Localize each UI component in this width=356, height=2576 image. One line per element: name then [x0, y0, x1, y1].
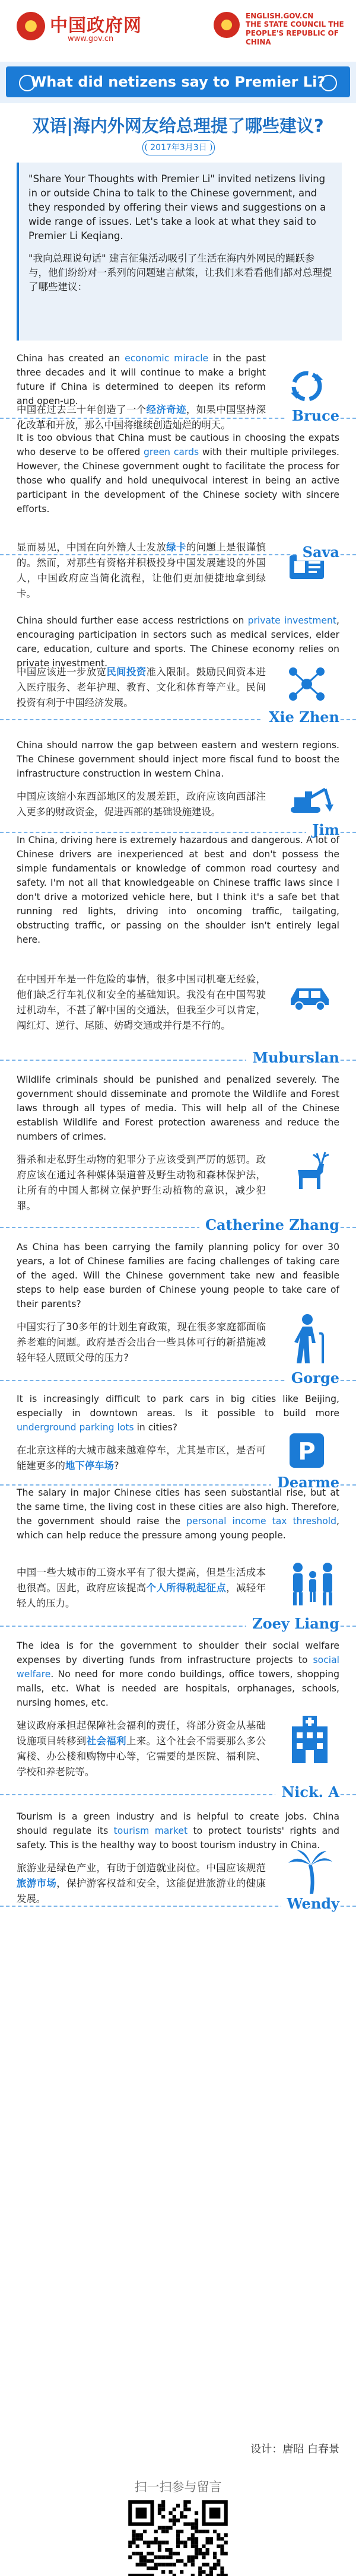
- author-name: Xie Zhen: [263, 708, 339, 726]
- suggestion-en: [17, 613, 339, 670]
- suggestion-en-highlight: social welfare: [17, 1655, 339, 1680]
- suggestion-en-text: in the past three decades and it will continue to make a bright future if China is determined to deepen its reform and open-up.: [17, 353, 266, 406]
- site-name-cn: 中国政府网: [50, 15, 142, 36]
- suggestion-en-highlight: tourism market: [113, 1826, 188, 1836]
- deer-icon: [286, 1146, 333, 1196]
- suggestion-cn: [17, 1565, 266, 1611]
- suggestion-cn-text: 在北京这样的大城市越来越难停车，尤其是市区，是否可能建更多的: [17, 1445, 266, 1471]
- suggestion-cn-text: 上来。这个社会不需要那么多公寓楼、办公楼和购物中心等，它需要的是医院、福利院、学校和养老院等。: [17, 1735, 266, 1777]
- suggestion-en-highlight: economic miracle: [125, 353, 209, 364]
- cn-title: 双语|海内外网友给总理提了哪些建议?: [32, 116, 324, 136]
- qr-caption: 扫一扫参与留言: [134, 2480, 222, 2494]
- suggestion-en-highlight: underground parking lots: [17, 1422, 134, 1433]
- family-icon: [286, 1559, 339, 1609]
- intro-cn: "我向总理说句话" 建言征集活动吸引了生活在海内外网民的踊跃参与，他们纷纷对一系列的问题建言献策，让我们来看看他们都对总理提了哪些建议：: [28, 253, 332, 292]
- suggestion-cn-highlight: 旅游市场: [17, 1878, 57, 1889]
- suggestion-cn-text: ，如果中国坚持深化改革和开放，那么中国将继续创造灿烂的明天。: [17, 404, 266, 431]
- suggestion-cn-text: 旅游业是绿色产业，有助于创造就业岗位。中国应该规范: [17, 1862, 266, 1874]
- site-header: [0, 0, 356, 57]
- suggestion-cn-highlight: 地下停车场: [65, 1460, 114, 1471]
- suggestion-cn-text: 在中国开车是一件危险的事情，很多中国司机毫无经验，他们缺乏行车礼仪和安全的基础知识。我没有在中国驾驶过机动车，不甚了解中国的交通法，但我至少可以肯定，闯红灯、逆行、尾随、妨碍交通或并行是不行的。: [17, 974, 266, 1031]
- elderly-icon: [286, 1312, 333, 1368]
- qr-code[interactable]: [125, 2497, 231, 2576]
- intro-box: [17, 163, 342, 341]
- suggestion-cn-text: ?: [113, 1460, 119, 1471]
- suggestion-en-text: with their multiple privileges. However, the Chinese government ought to facilitate the process for those who qualify and hold unequivocal interest in being an active participant in the development of the Chinese society with sincere efforts.: [17, 447, 339, 514]
- suggestion-en: [17, 351, 266, 408]
- suggestion-en-highlight: private investment: [247, 615, 337, 626]
- suggestion-cn-text: 中国应该缩小东西部地区的发展差距，政府应该向西部注入更多的财政资金，促进西部的基础设施建设。: [17, 791, 266, 818]
- suggestion-en-text: It is too obvious that China must be cautious in choosing the expats who deserve to be offered: [17, 432, 339, 457]
- suggestion-cn-text: 中国实行了30多年的计划生育政策，现在很多家庭都面临养老难的问题。政府是否会出台一些具体可行的新措施减轻年轻人照顾父母的压力?: [17, 1321, 266, 1363]
- parking-icon: [286, 1430, 328, 1474]
- author-name: Nick. A: [275, 1783, 339, 1801]
- author-name: Jim: [306, 821, 339, 838]
- suggestion-en-text: The salary in major Chinese cities has seen substantial rise, but at the same time, the living cost in these cities are also high. Therefore, the government should raise the: [17, 1487, 339, 1526]
- suggestion-cn: [17, 972, 266, 1033]
- suggestion-en-text: . No need for more condo buildings, office towers, shopping malls, etc. What is needed are hospitals, orphanages, schools, nursing homes, etc.: [17, 1669, 339, 1708]
- date-badge: ( 2017年3月3日 ): [142, 140, 215, 155]
- title-banner: [0, 62, 356, 103]
- suggestion-cn-text: 中国在过去三十年创造了一个: [17, 404, 147, 415]
- suggestion-cn-highlight: 民间投资: [106, 666, 147, 678]
- national-emblem-icon: [214, 12, 240, 38]
- national-emblem-icon: [17, 12, 45, 40]
- suggestion-cn-text: 建议政府承担起保障社会福利的责任，将部分资金从基础设施项目转移到: [17, 1720, 266, 1747]
- gov-cn-logo[interactable]: [17, 9, 142, 45]
- suggestion-cn-text: 的问题上是很谨慎的。然而，对那些有资格并积极投身中国发展建设的外国人，中国政府应当简化流程，让他们更加便捷地拿到绿卡。: [17, 542, 266, 599]
- car-icon: [286, 978, 333, 1016]
- intro-en: "Share Your Thoughts with Premier Li" invited netizens living in or outside China to talk to the Chinese government, and they responded by offering their views and suggestions on a wide range of issues. Let's take a look at what they said to Premier Li Keqiang.: [28, 173, 326, 241]
- suggestion-en: [17, 1486, 339, 1543]
- suggestion-en-text: The idea is for the government to shoulder their social welfare expenses by diverting funds from infrastructure projects to: [17, 1640, 339, 1665]
- english-site-logo[interactable]: [214, 12, 350, 47]
- english-site-url: ENGLISH.GOV.CN: [246, 12, 314, 20]
- suggestion-en: [17, 738, 339, 781]
- suggestion-en: [17, 1073, 339, 1144]
- suggestion-en-highlight: green cards: [144, 447, 199, 457]
- suggestion-en-text: China should narrow the gap between eastern and western regions. The Chinese government should inject more fiscal fund to boost the infrastructure construction in western China.: [17, 740, 339, 779]
- suggestion-cn-highlight: 经济奇迹: [146, 404, 186, 415]
- suggestion-en-text: , encouraging participation in sectors such as medical services, elder care, education, culture and sports. The Chinese economy relies on private investment.: [17, 615, 339, 669]
- qr-code-graphic: [125, 2497, 231, 2576]
- suggestion-cn: [17, 1718, 266, 1780]
- banner-box: [6, 66, 350, 97]
- suggestion-en-text: In China, driving here is extremely hazardous and dangerous. A lot of Chinese drivers are inexperienced at best and don't possess the simple fundamentals or knowledge of common road courtesy and safety. I'm not all that knowledgeable on Chinese traffic laws since I don't drive a motorized vehicle here, but I think it's a safe bet that running red lights, driving into oncoming traffic, tailgating, obstructing traffic, or passing on the shoulder isn't entirely legal here.: [17, 835, 339, 945]
- author-name: Muburslan: [246, 1049, 339, 1066]
- network-icon: [286, 663, 328, 707]
- author-name: Zoey Liang: [246, 1615, 339, 1632]
- author-name: Gorge: [285, 1369, 339, 1386]
- suggestion-cn-highlight: 个人所得税起征点: [146, 1582, 227, 1594]
- suggestion-en: [17, 1809, 339, 1852]
- suggestion-en-text: Wildlife criminals should be punished and penalized severely. The government should disseminate and promote the Wildlife and Forest laws through all types of media. This will help all of the Chinese establish Wildlife and Forest protection awareness and reduce the numbers of crimes.: [17, 1074, 339, 1142]
- suggestion-en: [17, 833, 339, 947]
- suggestion-cn-text: ，保护游客权益和安全，这能促进旅游业的健康发展。: [17, 1878, 266, 1904]
- svg-text:P: P: [298, 1438, 316, 1465]
- suggestion-en: [17, 1639, 339, 1710]
- hospital-icon: [286, 1712, 333, 1768]
- recycle-icon: [286, 365, 328, 409]
- author-name: Bruce: [286, 407, 339, 424]
- suggestion-en: [17, 1240, 339, 1311]
- english-site-name: THE STATE COUNCIL THE PEOPLE'S REPUBLIC OF CHINA: [246, 20, 344, 46]
- suggestion-cn: [17, 1861, 266, 1907]
- question-icon: [320, 75, 337, 91]
- suggestion-cn-text: 显而易见，中国在向外籍人士发放: [17, 542, 167, 553]
- banner-title: What did netizens say to Premier Li?: [30, 74, 326, 90]
- suggestion-cn: [17, 1152, 266, 1214]
- suggestion-cn-highlight: 绿卡: [166, 542, 186, 553]
- suggestion-cn: [17, 664, 266, 711]
- suggestion-cn-text: 中国应该进一步放宽: [17, 666, 107, 678]
- suggestion-cn-text: ，减轻年轻人的压力。: [17, 1582, 266, 1609]
- suggestion-en-text: As China has been carrying the family planning policy for over 30 years, a lot of Chinese families are facing challenges of taking care of the aged. Will the Chinese government take new and feasible steps to help ease burden of Chinese young people to take care of their parents?: [17, 1242, 339, 1309]
- suggestion-cn: [17, 789, 266, 820]
- suggestion-en-text: , which can help reduce the pressure among young people.: [17, 1516, 339, 1541]
- suggestion-cn-text: 准入限制。鼓励民间资本进入医疗服务、老年护理、教育、文化和体育等产业。民间投资有利于中国经济发展。: [17, 666, 266, 708]
- suggestion-en-text: in cities?: [134, 1422, 178, 1433]
- designer-credit: 设计：唐昭 白春景: [250, 2443, 339, 2456]
- suggestion-en-highlight: personal income tax threshold: [186, 1516, 337, 1526]
- suggestion-cn-text: 中国一些大城市的工资水平有了很大提高，但是生活成本也很高。因此，政府应该提高: [17, 1567, 266, 1594]
- excavator-icon: [286, 781, 333, 825]
- author-name: Dearme: [271, 1474, 339, 1491]
- palm-tree-icon: [286, 1847, 333, 1897]
- suggestion-en-text: to protect tourists' rights and safety. This is the healthy way to boost tourism industry in China.: [17, 1826, 339, 1850]
- suggestion-en-text: It is increasingly difficult to park cars in big cities like Beijing, especially in downtown areas. Is it possible to build more: [17, 1394, 339, 1419]
- suggestion-cn: [17, 1443, 266, 1474]
- suggestion-en: [17, 1392, 339, 1435]
- suggestion-cn: [17, 540, 266, 602]
- suggestion-en-text: China has created an: [17, 353, 125, 364]
- suggestion-cn: [17, 1319, 266, 1366]
- suggestion-en-text: China should further ease access restrictions on: [17, 615, 248, 626]
- author-name: Wendy: [281, 1895, 339, 1912]
- author-name: Sava: [297, 543, 339, 561]
- suggestion-en: [17, 431, 339, 516]
- author-name: Catherine Zhang: [199, 1216, 339, 1233]
- suggestion-en-text: Tourism is a green industry and is helpful to create jobs. China should regulate its: [17, 1811, 339, 1836]
- site-url: www.gov.cn: [68, 34, 114, 43]
- suggestion-cn-text: 猎杀和走私野生动物的犯罪分子应该受到严厉的惩罚。政府应该在通过各种媒体渠道普及野生动物和森林保护法，让所有的中国人都树立保护野生动植物的意识，减少犯罪。: [17, 1154, 266, 1211]
- suggestion-cn-highlight: 社会福利: [86, 1735, 127, 1747]
